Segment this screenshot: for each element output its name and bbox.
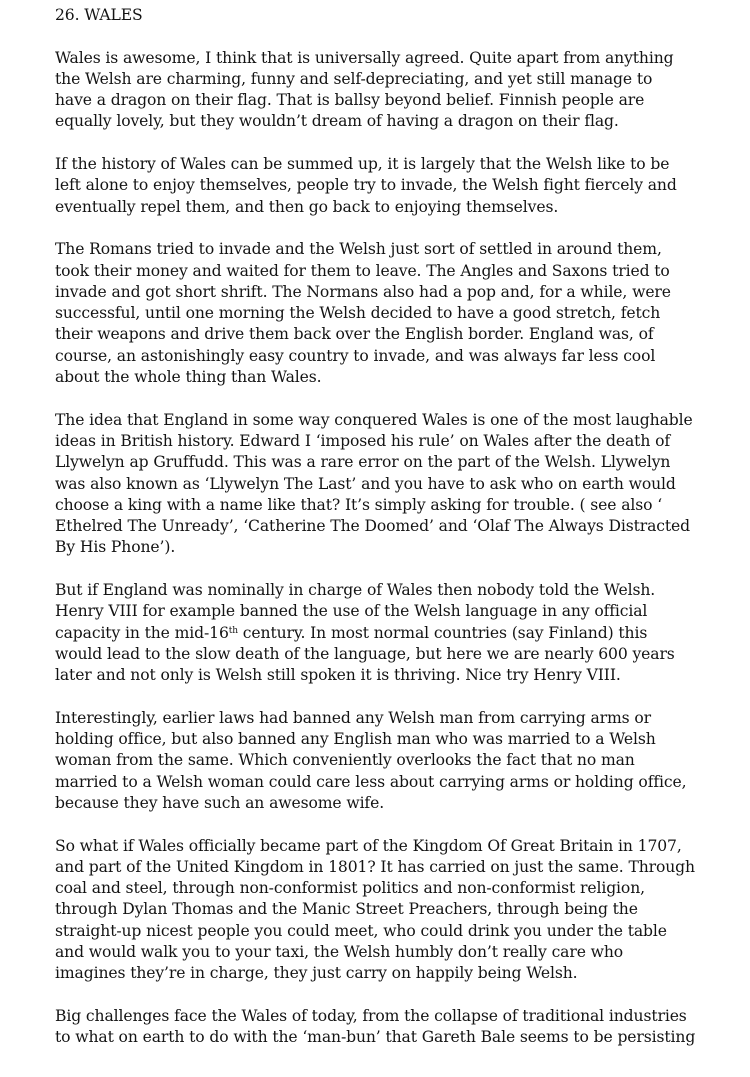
text-fragment: century. In most normal countries (say Finland) this: [237, 623, 648, 642]
text-line: Ethelred The Unready’, ‘Catherine The Doomed’ and ‘Olaf The Always Distracted: [55, 517, 690, 536]
text-line: woman from the same. Which conveniently overlooks the fact that no man: [55, 751, 635, 770]
text-line: eventually repel them, and then go back to enjoying themselves.: [55, 197, 559, 216]
text-line: their weapons and drive them back over the English border. England was, of: [55, 325, 654, 344]
text-line: Wales is awesome, I think that is universally agreed. Quite apart from anything: [55, 48, 674, 67]
text-line: because they have such an awesome wife.: [55, 793, 385, 812]
text-line: The Romans tried to invade and the Welsh just sort of settled in around them,: [55, 240, 662, 259]
paragraph-7: [55, 836, 745, 985]
text-line: and would walk you to your taxi, the Welsh humbly don’t really care who: [55, 943, 624, 962]
text-line: to what on earth to do with the ‘man-bun’ that Gareth Bale seems to be persisting: [55, 1028, 696, 1047]
text-line: Interestingly, earlier laws had banned any Welsh man from carrying arms or: [55, 708, 651, 727]
text-line: successful, until one morning the Welsh decided to have a good stretch, fetch: [55, 304, 661, 323]
text-line: course, an astonishingly easy country to invade, and was always far less cool: [55, 346, 656, 365]
text-line: married to a Welsh woman could care less about carrying arms or holding office,: [55, 772, 687, 791]
text-line: equally lovely, but they wouldn’t dream of having a dragon on their flag.: [55, 112, 619, 131]
text-line: straight-up nicest people you could meet, who could drink you under the table: [55, 921, 667, 940]
text-line: holding office, but also banned any English man who was married to a Welsh: [55, 730, 656, 749]
text-line: By His Phone’).: [55, 538, 176, 557]
text-line: took their money and waited for them to leave. The Angles and Saxons tried to: [55, 261, 670, 280]
text-line: So what if Wales officially became part of the Kingdom Of Great Britain in 1707,: [55, 836, 682, 855]
paragraph-6: [55, 708, 745, 814]
text-line: would lead to the slow death of the language, but here we are nearly 600 years: [55, 644, 675, 663]
text-line: Llywelyn ap Gruffudd. This was a rare error on the part of the Welsh. Llywelyn: [55, 453, 671, 472]
text-line: about the whole thing than Wales.: [55, 368, 322, 387]
text-line: through Dylan Thomas and the Manic Street Preachers, through being the: [55, 900, 638, 919]
text-line: have a dragon on their flag. That is ballsy beyond belief. Finnish people are: [55, 91, 645, 110]
text-fragment: capacity in the mid-16: [55, 623, 229, 642]
paragraph-1: [55, 48, 745, 133]
paragraph-8: [55, 1006, 745, 1049]
paragraph-4: [55, 410, 745, 559]
text-line: Big challenges face the Wales of today, from the collapse of traditional industries: [55, 1006, 687, 1025]
paragraph-2: [55, 154, 745, 218]
text-line: left alone to enjoy themselves, people try to invade, the Welsh fight fiercely and: [55, 176, 677, 195]
ordinal-superscript: th: [228, 625, 238, 636]
text-line: If the history of Wales can be summed up, it is largely that the Welsh like to be: [55, 155, 670, 174]
text-line: The idea that England in some way conquered Wales is one of the most laughable: [55, 410, 693, 429]
text-line-with-superscript: [55, 623, 745, 644]
text-line: But if England was nominally in charge of Wales then nobody told the Welsh.: [55, 581, 656, 600]
text-line: invade and got short shrift. The Normans also had a pop and, for a while, were: [55, 282, 671, 301]
document-page: [55, 5, 745, 1070]
text-line: Henry VIII for example banned the use of the Welsh language in any official: [55, 602, 648, 621]
text-line: the Welsh are charming, funny and self-depreciating, and yet still manage to: [55, 69, 653, 88]
text-line: imagines they’re in charge, they just carry on happily being Welsh.: [55, 964, 578, 983]
text-line: choose a king with a name like that? It’s simply asking for trouble. ( see also ‘: [55, 495, 663, 514]
text-line: later and not only is Welsh still spoken it is thriving. Nice try Henry VIII.: [55, 666, 621, 685]
paragraph-3: [55, 239, 745, 388]
text-line: was also known as ‘Llywelyn The Last’ and you have to ask who on earth would: [55, 474, 676, 493]
text-line: coal and steel, through non-conformist politics and non-conformist religion,: [55, 879, 645, 898]
paragraph-5: [55, 580, 745, 686]
text-line: and part of the United Kingdom in 1801? It has carried on just the same. Through: [55, 857, 695, 876]
text-line: ideas in British history. Edward I ‘imposed his rule’ on Wales after the death of: [55, 431, 671, 450]
chapter-heading: 26. WALES: [55, 6, 143, 24]
